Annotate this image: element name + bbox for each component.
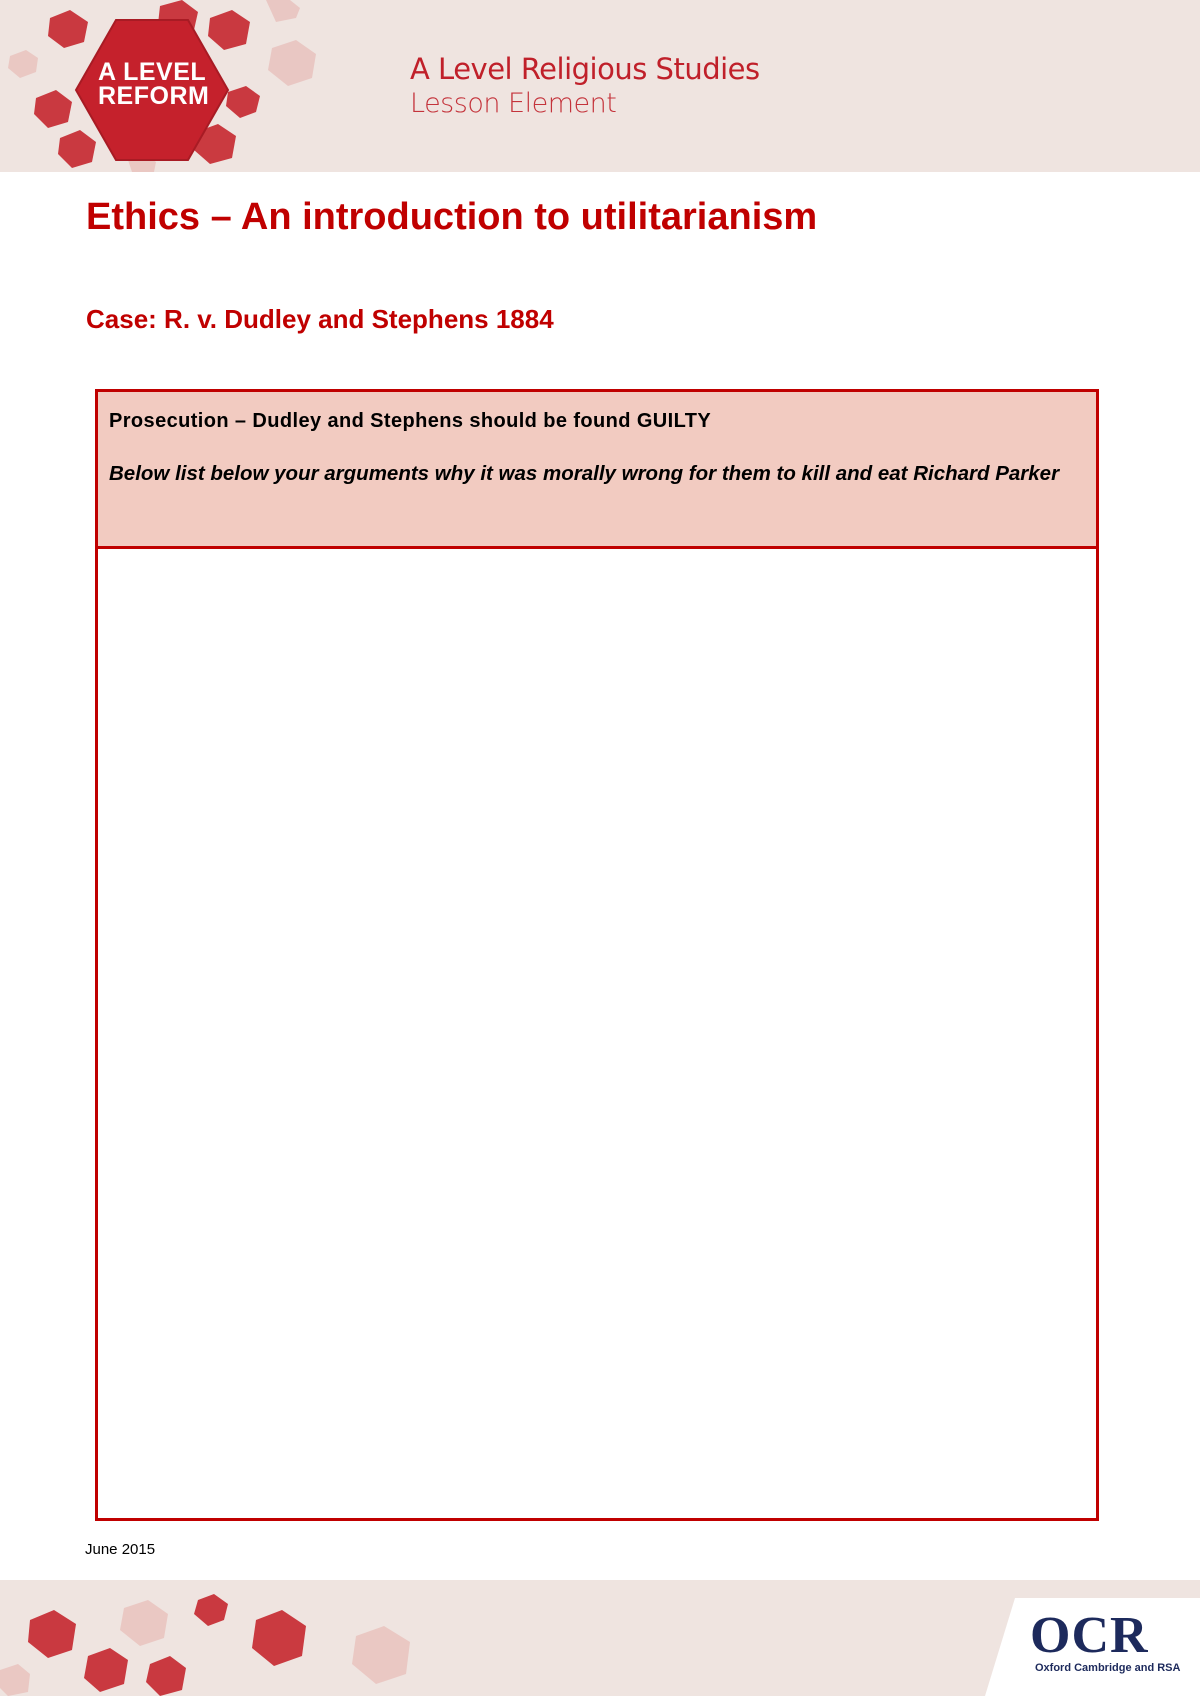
page-title: Ethics – An introduction to utilitarianism <box>86 196 818 238</box>
badge-line2: REFORM <box>98 82 210 110</box>
brand-title: A Level Religious Studies <box>410 52 760 86</box>
case-title: Case: R. v. Dudley and Stephens 1884 <box>86 304 554 334</box>
ocr-tagline: Oxford Cambridge and RSA <box>1035 1662 1181 1674</box>
task-instruction: Below list below your arguments why it was morally wrong for them to kill and eat Richard Parker <box>109 462 1060 485</box>
task-box <box>95 389 1099 1521</box>
header-band <box>0 0 1200 172</box>
a-level-reform-badge <box>98 60 208 108</box>
footer-band <box>0 1580 1200 1696</box>
brand-subtitle: Lesson Element <box>410 88 617 119</box>
footer-decorative-cubes <box>0 1580 460 1696</box>
document-date: June 2015 <box>85 1541 156 1558</box>
ocr-logo: OCR <box>1030 1607 1149 1664</box>
badge-line1: A LEVEL <box>98 58 207 86</box>
answer-area[interactable] <box>98 549 1096 1518</box>
task-header <box>98 392 1096 549</box>
task-heading: Prosecution – Dudley and Stephens should be found GUILTY <box>109 410 712 432</box>
